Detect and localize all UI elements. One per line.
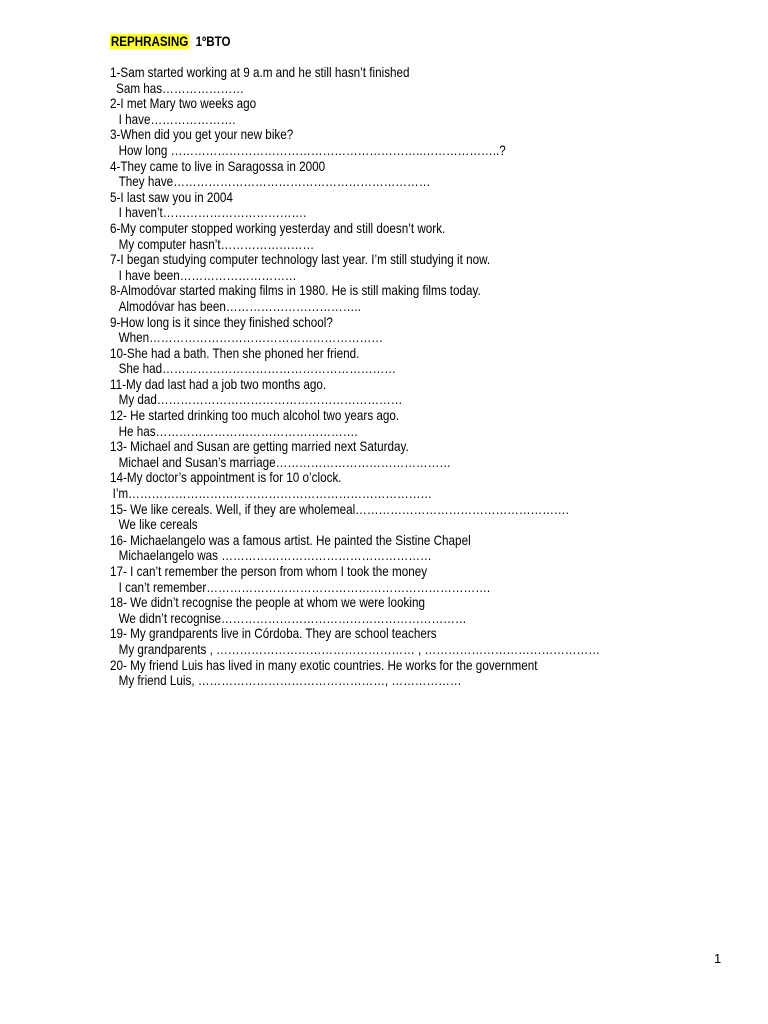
exercise-15-answer: We like cereals xyxy=(118,517,198,533)
exercise-1-answer: Sam has………………… xyxy=(116,80,244,96)
exercise-14-prompt: 14-My doctor’s appointment is for 10 o’clock. xyxy=(110,470,342,486)
exercise-9-answer: When…………………………………………………… xyxy=(118,330,383,346)
exercise-2-prompt: 2-I met Mary two weeks ago xyxy=(110,96,257,112)
exercise-12-prompt: 12- He started drinking too much alcohol two years ago. xyxy=(110,408,400,424)
exercise-1-prompt: 1-Sam started working at 9 a.m and he still hasn’t finished xyxy=(110,65,410,80)
exercise-17-answer: I can’t remember………………………………………………………………. xyxy=(118,579,491,595)
exercise-12-answer: He has……………………………………………. xyxy=(118,423,358,439)
exercise-13-prompt: 13- Michael and Susan are getting married next Saturday. xyxy=(110,439,409,455)
exercise-15-prompt: 15- We like cereals. Well, if they are wholemeal………………………………………………. xyxy=(110,501,569,517)
exercise-11-answer: My dad……………………………………………………… xyxy=(118,392,403,408)
exercise-2-answer: I have…………………. xyxy=(118,111,236,127)
exercise-8-answer: Almodóvar has been…………………………….. xyxy=(118,298,361,314)
exercise-19-answer: My grandparents , …………………………………………… , ……………………………………… xyxy=(118,641,600,657)
exercise-10-answer: She had…………………………………………………… xyxy=(118,361,396,377)
exercise-16-answer: Michaelangelo was ……………………………………………… xyxy=(118,548,432,564)
worksheet-header xyxy=(110,33,231,51)
exercise-5-prompt: 5-I last saw you in 2004 xyxy=(110,189,233,205)
exercise-5-answer: I haven’t………………………………. xyxy=(118,205,307,221)
exercise-6-answer: My computer hasn’t…………………… xyxy=(118,236,315,252)
exercise-8-prompt: 8-Almodóvar started making films in 1980. He is still making films today. xyxy=(110,283,481,299)
exercise-13-answer: Michael and Susan’s marriage……………………………………… xyxy=(118,454,452,470)
exercise-3-answer: How long ………………………………………………………..………………..? xyxy=(118,142,506,158)
exercise-7-prompt: 7-I began studying computer technology last year. I’m still studying it now. xyxy=(110,252,491,268)
exercise-14-answer: I’m…………………………………………………………………… xyxy=(112,486,433,502)
exercise-18-prompt: 18- We didn’t recognise the people at whom we were looking xyxy=(110,595,425,611)
exercise-20-answer: My friend Luis, …………………………………………, ……………… xyxy=(118,673,462,689)
exercise-4-answer: They have………………………………………………………… xyxy=(118,174,431,190)
exercise-4-prompt: 4-They came to live in Saragossa in 2000 xyxy=(110,158,326,174)
exercise-3-prompt: 3-When did you get your new bike? xyxy=(110,127,294,143)
exercise-16-prompt: 16- Michaelangelo was a famous artist. He painted the Sistine Chapel xyxy=(110,532,471,548)
worksheet-title: REPHRASING xyxy=(110,34,189,49)
exercise-11-prompt: 11-My dad last had a job two months ago. xyxy=(110,376,327,392)
exercise-6-prompt: 6-My computer stopped working yesterday and still doesn’t work. xyxy=(110,220,446,236)
exercise-list xyxy=(110,65,750,689)
page-number: 1 xyxy=(714,951,722,966)
exercise-19-prompt: 19- My grandparents live in Córdoba. They are school teachers xyxy=(110,626,437,642)
exercise-7-answer: I have been………………………… xyxy=(118,267,297,283)
exercise-17-prompt: 17- I can’t remember the person from whom I took the money xyxy=(110,564,428,579)
course-level: 1ºBTO xyxy=(195,34,231,49)
exercise-9-prompt: 9-How long is it since they finished school? xyxy=(110,314,333,330)
exercise-10-prompt: 10-She had a bath. Then she phoned her friend. xyxy=(110,345,360,361)
exercise-18-answer: We didn’t recognise……………………………………………………… xyxy=(118,610,467,626)
exercise-20-prompt: 20- My friend Luis has lived in many exotic countries. He works for the government xyxy=(110,657,538,673)
